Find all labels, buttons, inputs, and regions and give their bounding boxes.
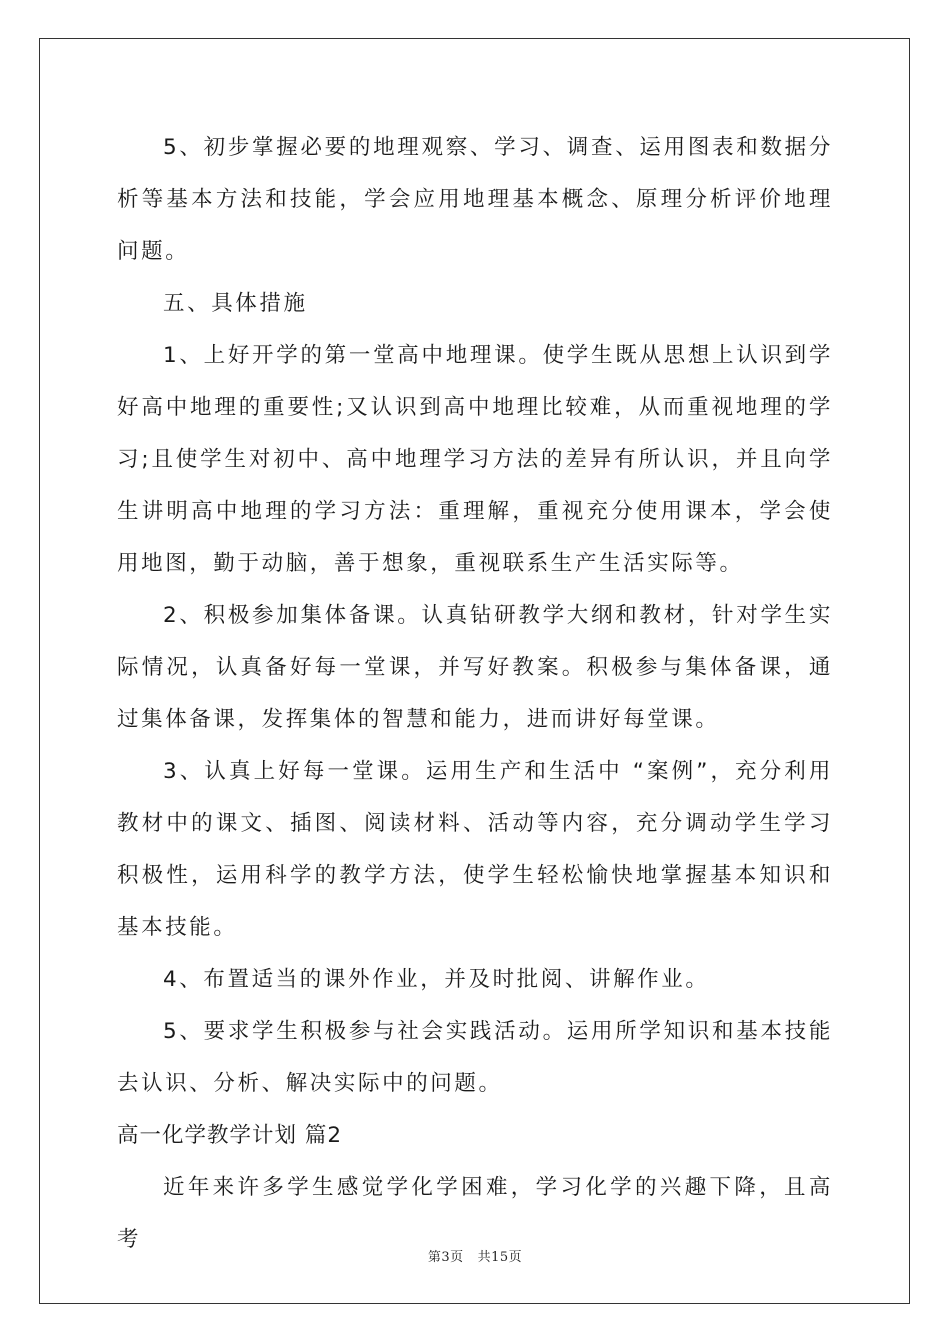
paragraph-measure-2: 2、积极参加集体备课。认真钻研教学大纲和教材，针对学生实际情况，认真备好每一堂课，并写好教案。积极参与集体备课，通过集体备课，发挥集体的智慧和能力，进而讲好每堂课。	[117, 603, 833, 732]
paragraph-measure-3: 3、认真上好每一堂课。运用生产和生活中 “案例”，充分利用教材中的课文、插图、阅读材料、活动等内容，充分调动学生学习积极性，运用科学的教学方法，使学生轻松愉快地掌握基本知识和基本技能。	[117, 759, 833, 940]
paragraph-measure-4: 4、布置适当的课外作业，并及时批阅、讲解作业。	[163, 967, 710, 992]
paragraph-measure-5: 5、要求学生积极参与社会实践活动。运用所学知识和基本技能去认识、分析、解决实际中的问题。	[117, 1019, 833, 1096]
section-title-measures: 五、具体措施	[163, 291, 308, 316]
page-total: 共15页	[477, 1250, 523, 1265]
paragraph-measure-1: 1、上好开学的第一堂高中地理课。使学生既从思想上认识到学好高中地理的重要性;又认识到高中地理比较难，从而重视地理的学习;且使学生对初中、高中地理学习方法的差异有所认识，并且向学生讲明高中地理的学习方法：重理解，重视充分使用课本，学会使用地图，勤于动脑，善于想象，重视联系生产生活实际等。	[117, 343, 833, 576]
paragraph-objective-5: 5、初步掌握必要的地理观察、学习、调查、运用图表和数据分析等基本方法和技能，学会应用地理基本概念、原理分析评价地理问题。	[117, 135, 833, 264]
page-number: 第3页	[427, 1250, 464, 1265]
paragraph-intro: 近年来许多学生感觉学化学困难，学习化学的兴趣下降，且高考	[117, 1175, 833, 1252]
document-body	[117, 122, 833, 1266]
page-footer	[0, 1246, 950, 1265]
section-heading: 高一化学教学计划 篇2	[117, 1123, 343, 1148]
